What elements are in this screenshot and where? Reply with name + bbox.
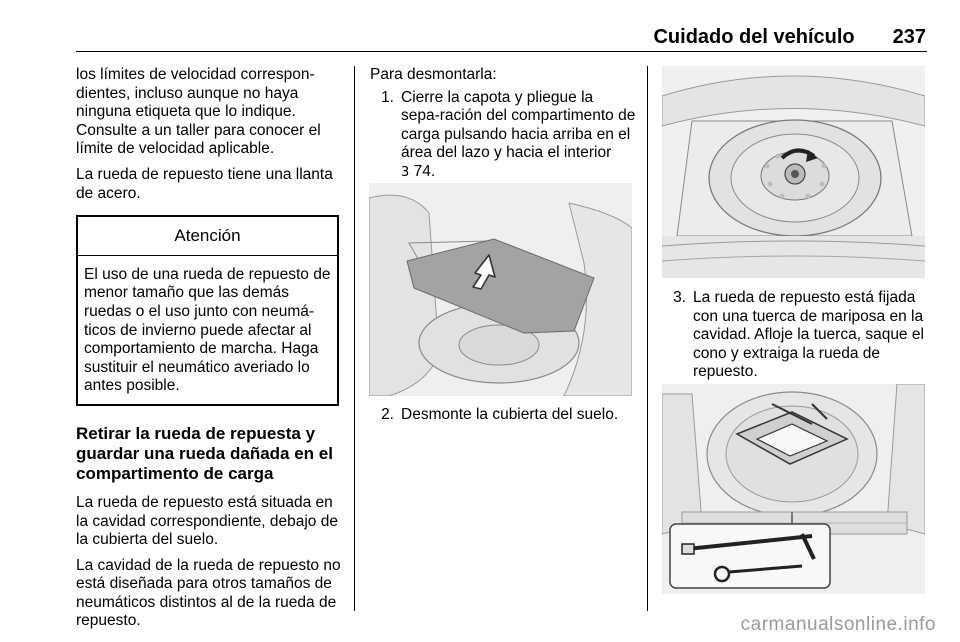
attention-box [76, 215, 339, 406]
page-ref-icon: 3 [401, 164, 410, 180]
step-2-text: Desmonte la cubierta del suelo. [401, 406, 619, 423]
header-rule [76, 51, 927, 52]
middle-column-lower [370, 406, 636, 425]
middle-column [370, 66, 636, 183]
step-1 [370, 89, 636, 183]
section-heading: Retirar la rueda de repuesta y guardar una rueda dañada en el compartimento de carga [76, 423, 333, 483]
step-1-body: Cierre la capota y pliegue la sepa-ración del compartimento de carga pulsando hacia arriba en el área del lazo y hacia el interior [401, 88, 636, 162]
step-2 [370, 406, 636, 425]
attention-body: El uso de una rueda de repuesto de menor tamaño que las demás ruedas o el uso junto con neumá-ticos de invierno puede afectar al comportamiento de marcha. Haga sustituir el neumático averiado lo antes posible. [84, 265, 331, 395]
floor-cover-illustration [369, 183, 632, 396]
right-column [662, 289, 928, 382]
step-3 [662, 289, 928, 382]
paragraph-steel-rim: La rueda de repuesto tiene una llanta de acero. [76, 165, 333, 202]
attention-heading: Atención [78, 217, 337, 256]
left-column [76, 66, 342, 638]
column-divider-right [647, 66, 648, 611]
steps-intro: Para desmontarla: [370, 66, 497, 83]
column-divider-left [354, 66, 355, 611]
jack-and-tools-illustration [662, 384, 925, 594]
page-number: 237 [892, 26, 926, 48]
step-1-number: 1. [381, 88, 394, 106]
page-header [76, 26, 926, 52]
step-1-ref-link[interactable]: 74. [413, 162, 436, 180]
step-3-text: La rueda de repuesto está fijada con una tuerca de mariposa en la cavidad. Afloje la tuerca, saque el cono y extraiga la rueda de repuesto. [693, 289, 924, 381]
step-3-number: 3. [673, 289, 686, 306]
paragraph-speed-limits: los límites de velocidad correspon-dientes, incluso aunque no haya ninguna etiqueta que lo indique. Consulte a un taller para conocer el límite de velocidad aplicable. [76, 66, 321, 158]
step-1-text [401, 89, 636, 183]
step-2-number: 2. [381, 406, 394, 423]
watermark: carmanualsonline.info [740, 614, 936, 635]
page-title: Cuidado del vehículo [653, 26, 855, 48]
paragraph-well-size: La cavidad de la rueda de repuesto no está diseñada para otros tamaños de neumáticos distintos al de la rueda de repuesto. [76, 556, 341, 630]
paragraph-spare-location: La rueda de repuesto está situada en la cavidad correspondiente, debajo de la cubierta del suelo. [76, 493, 338, 549]
spare-wheel-illustration [662, 66, 925, 278]
